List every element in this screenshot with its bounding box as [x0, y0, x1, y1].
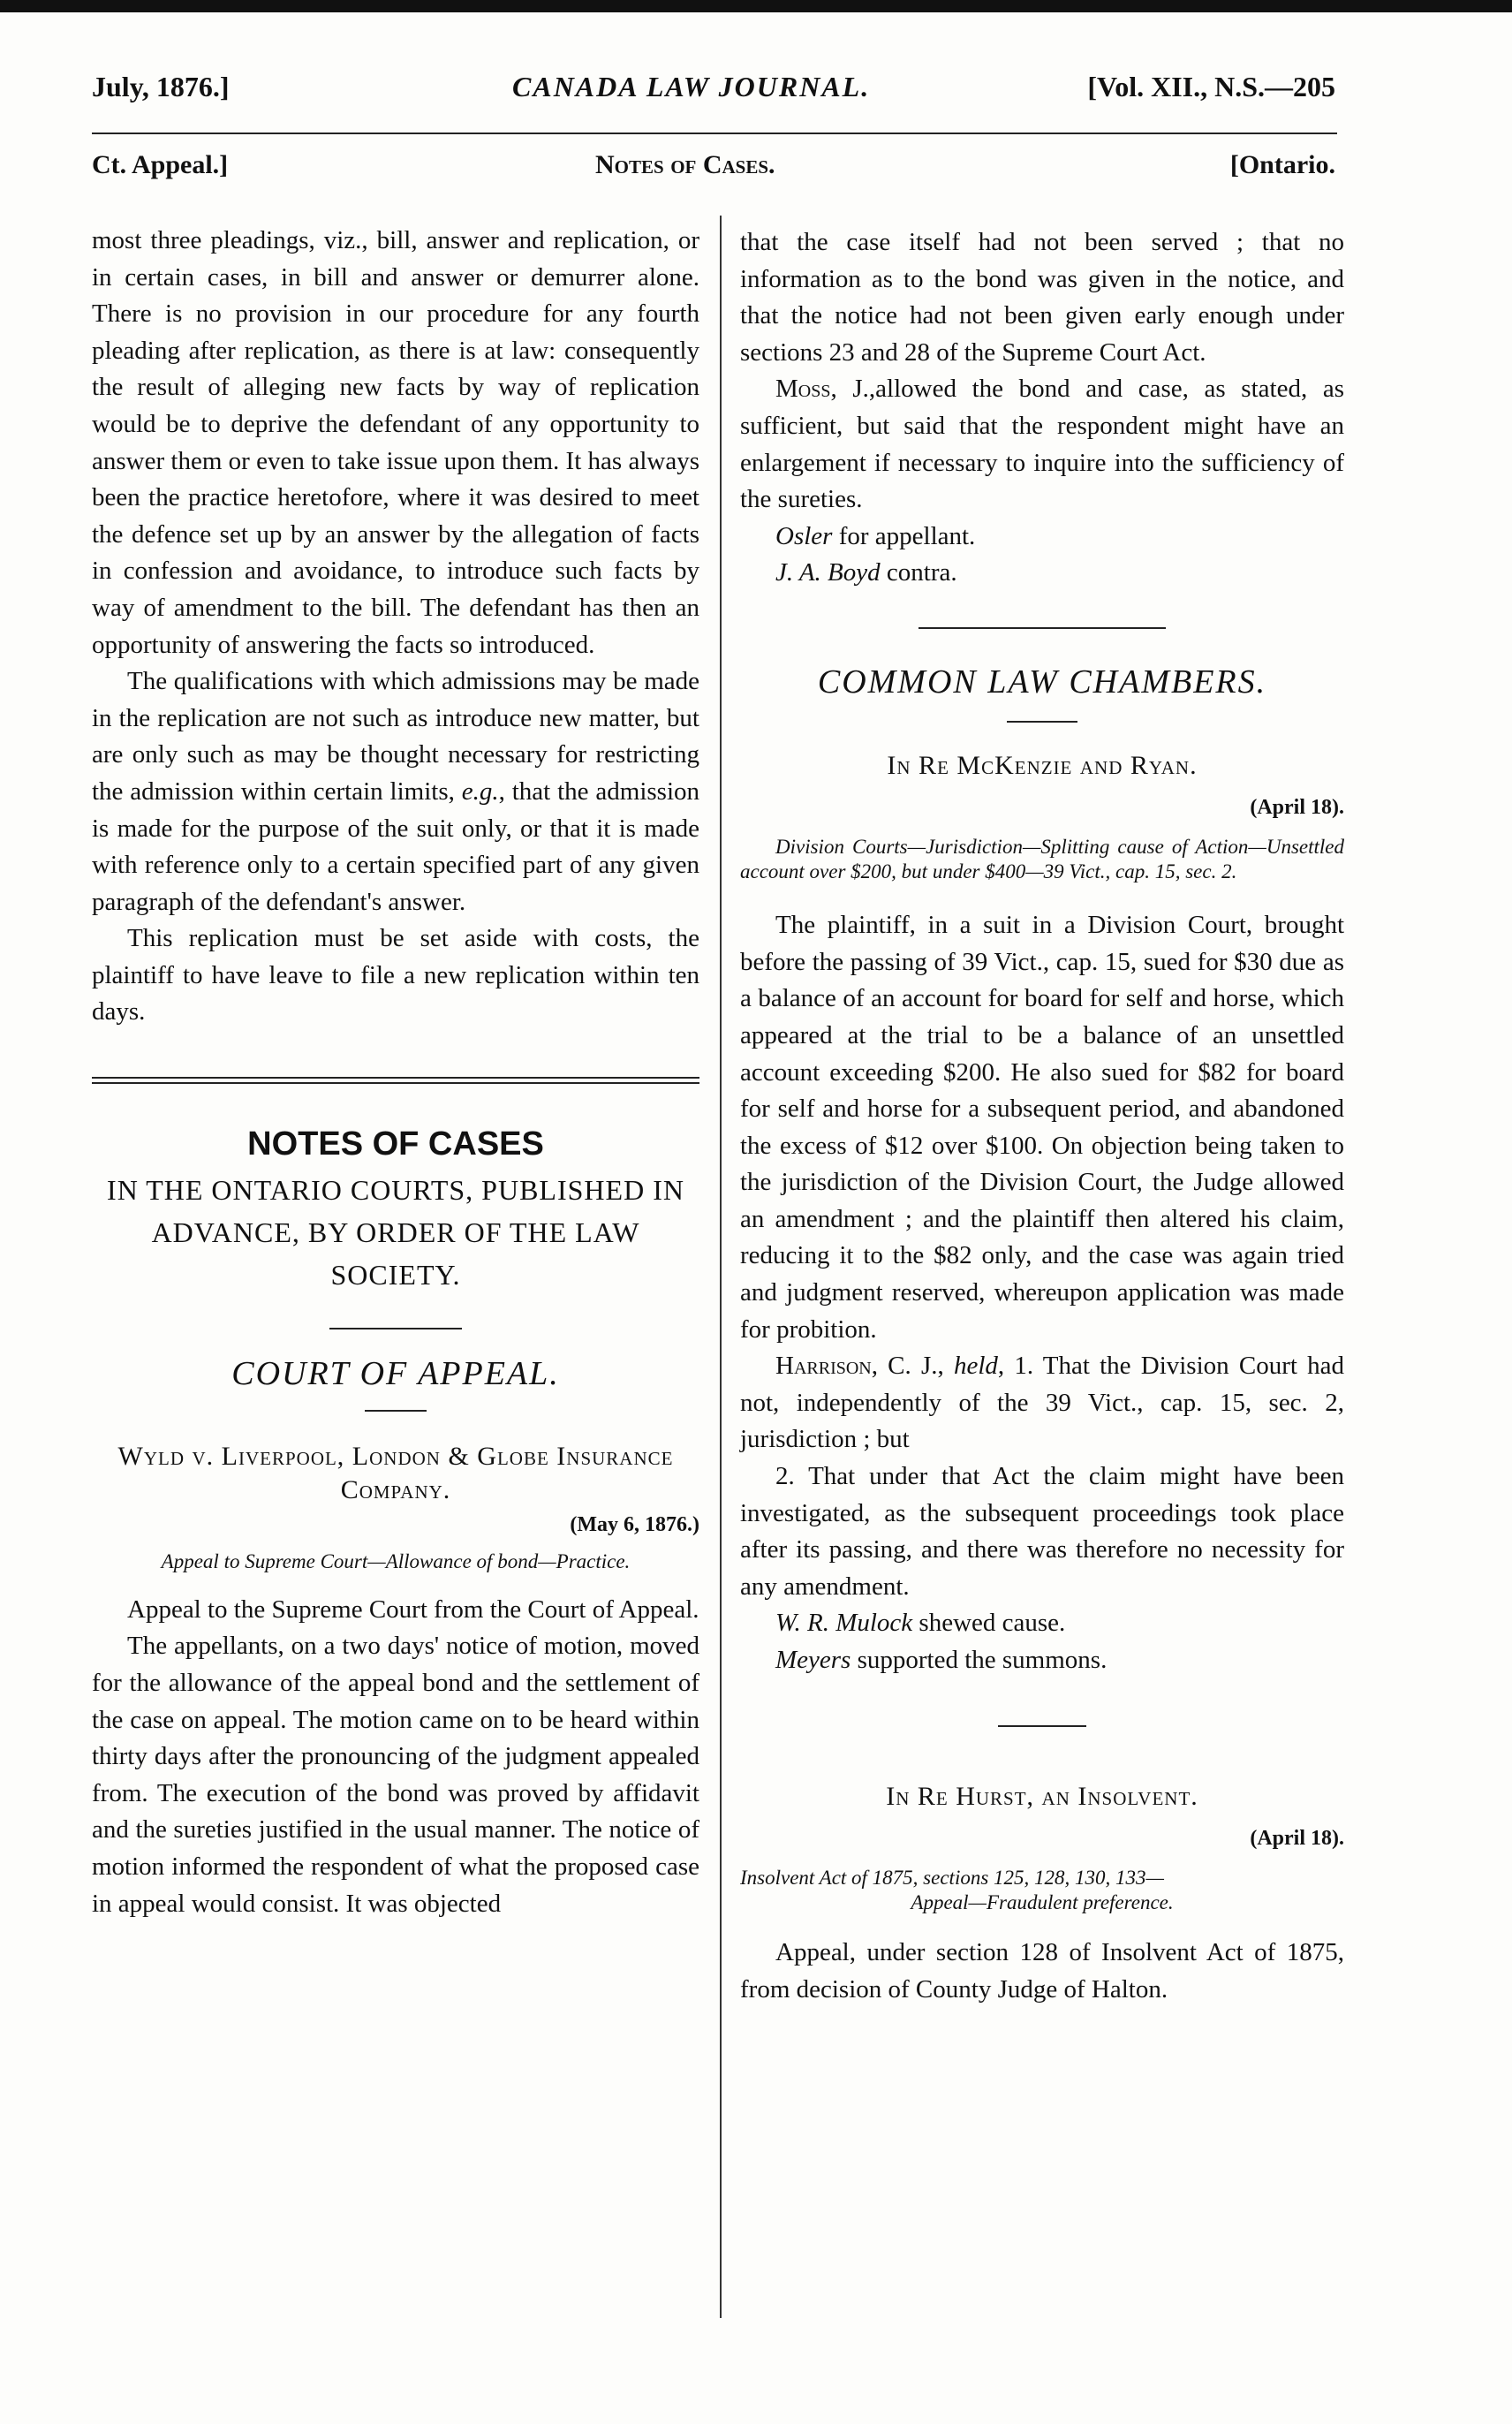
counsel-line: J. A. Boyd contra. — [775, 558, 957, 587]
paragraph: Moss, J.,allowed the bond and case, as stated, as sufficient, but said that the respondent might have an enlargement if necessary to inquire into the sufficiency of the sureties. — [740, 375, 1344, 514]
header-volume: [Vol. XII., N.S.—205 — [1087, 71, 1335, 102]
case-date: (April 18). — [1250, 795, 1344, 819]
case-headnote: Division Courts—Jurisdiction—Splitting cause of Action—Unsettled account over $200, but under $400—39 Vict., cap. 15, sec. 2. — [740, 836, 1344, 883]
paragraph: Harrison, C. J., held, 1. That the Division Court had not, independently of the 39 Vict., cap. 15, sec. 2, jurisdiction ; but — [740, 1352, 1344, 1454]
case-date: (April 18). — [1250, 1826, 1344, 1850]
column-divider — [720, 216, 722, 2318]
header-journal: CANADA LAW JOURNAL. — [512, 71, 871, 102]
section-header — [92, 150, 1335, 194]
running-header — [92, 71, 1335, 115]
paragraph: The plaintiff, in a suit in a Division Court, brought before the passing of 39 Vict., cap. 15, sued for $30 due as a balance of an account for board for self and horse, which appeared at the trial to be a balance of an unsettled account exceeding $200. He also sued for $82 for board for self and horse for a subsequent period, and abandoned the excess of $12 over $100. On objection being taken to the jurisdiction of the Division Court, the Judge allowed an amendment ; and the plaintiff then altered his claim, reducing it to the $82 only, and the case was again tried and judgment reserved, whereupon application was made for probition. — [740, 911, 1344, 1344]
paragraph: that the case itself had not been served ; that no information as to the bond was given in the notice, and that the notice had not been given early enough under sections 23 and 28 of the Supreme Court Act. — [740, 228, 1344, 367]
counsel-line: Meyers supported the summons. — [775, 1646, 1108, 1674]
counsel-line: Osler for appellant. — [775, 521, 976, 550]
case-headnote: Appeal to Supreme Court—Allowance of bond—Practice. — [161, 1549, 631, 1572]
right-column — [740, 224, 1344, 2008]
case-headnote: Insolvent Act of 1875, sections 125, 128, 130, 133— Appeal—Fraudulent preference. — [740, 1867, 1174, 1914]
case-date: (May 6, 1876.) — [570, 1513, 699, 1537]
paragraph: The qualifications with which admissions may be made in the replication are not such as introduce new matter, but are only such as may be thought necessary for restricting the admission within certain limits, e.g., that the admission is made for the purpose of the suit only, or that it is made with reference only to a certain specified part of any given paragraph of the defendant's answer. — [92, 667, 700, 916]
page-top-edge — [0, 0, 1512, 12]
paragraph: Appeal to the Supreme Court from the Court of Appeal. — [127, 1595, 699, 1624]
header-rule — [92, 133, 1337, 134]
counsel-line: W. R. Mulock shewed cause. — [775, 1609, 1066, 1638]
notes-subtitle: IN THE ONTARIO COURTS, PUBLISHED IN ADVANCE, BY ORDER OF THE LAW SOCIETY. — [107, 1173, 684, 1291]
header-province: [Ontario. — [1229, 150, 1335, 179]
paragraph: Appeal, under section 128 of Insolvent Act of 1875, from decision of County Judge of Halton. — [740, 1938, 1344, 2004]
court-title: COURT OF APPEAL. — [231, 1354, 560, 1392]
paragraph: The appellants, on a two days' notice of motion, moved for the allowance of the appeal bond and the settlement of the case on appeal. The motion came on to be heard within thirty days after the pronouncing of the judgment appealed from. The execution of the bond was proved by affidavit and the sureties justified in the usual manner. The notice of motion informed the respondent of what the proposed case in appeal would consist. It was objected — [92, 1632, 699, 1918]
header-section: Notes of Cases. — [595, 150, 775, 179]
paragraph: This replication must be set aside with costs, the plaintiff to have leave to file a new replication within ten days. — [92, 924, 699, 1026]
notes-title: NOTES OF CASES — [247, 1125, 544, 1163]
header-court: Ct. Appeal.] — [92, 150, 229, 179]
paragraph: 2. That under that Act the claim might have been investigated, as the subsequent proceedings took place after its passing, and there was therefore no necessity for any amendment. — [740, 1462, 1344, 1601]
header-date: July, 1876.] — [92, 71, 230, 102]
case-title: In Re McKenzie and Ryan. — [887, 750, 1198, 780]
paragraph: most three pleadings, viz., bill, answer and replication, or in certain cases, in bill and answer or demurrer alone. There is no provision in our procedure for any fourth pleading after replication, as there is at law: consequently the result of alleging new facts by way of replication would be to deprive the defendant of any opportunity to answer them or even to take issue upon them. It has always been the practice heretofore, where it was desired to meet the defence set up by an answer by the allegation of facts in confession and avoidance, to introduce such facts by way of amendment to the bill. The defendant has then an opportunity of answering the facts so introduced. — [92, 226, 699, 659]
case-title: In Re Hurst, an Insolvent. — [886, 1781, 1198, 1811]
case-title: Wyld v. Liverpool, London & Globe Insurance Company. — [117, 1442, 674, 1505]
chambers-title: COMMON LAW CHAMBERS. — [817, 663, 1267, 701]
left-column — [92, 223, 699, 1922]
